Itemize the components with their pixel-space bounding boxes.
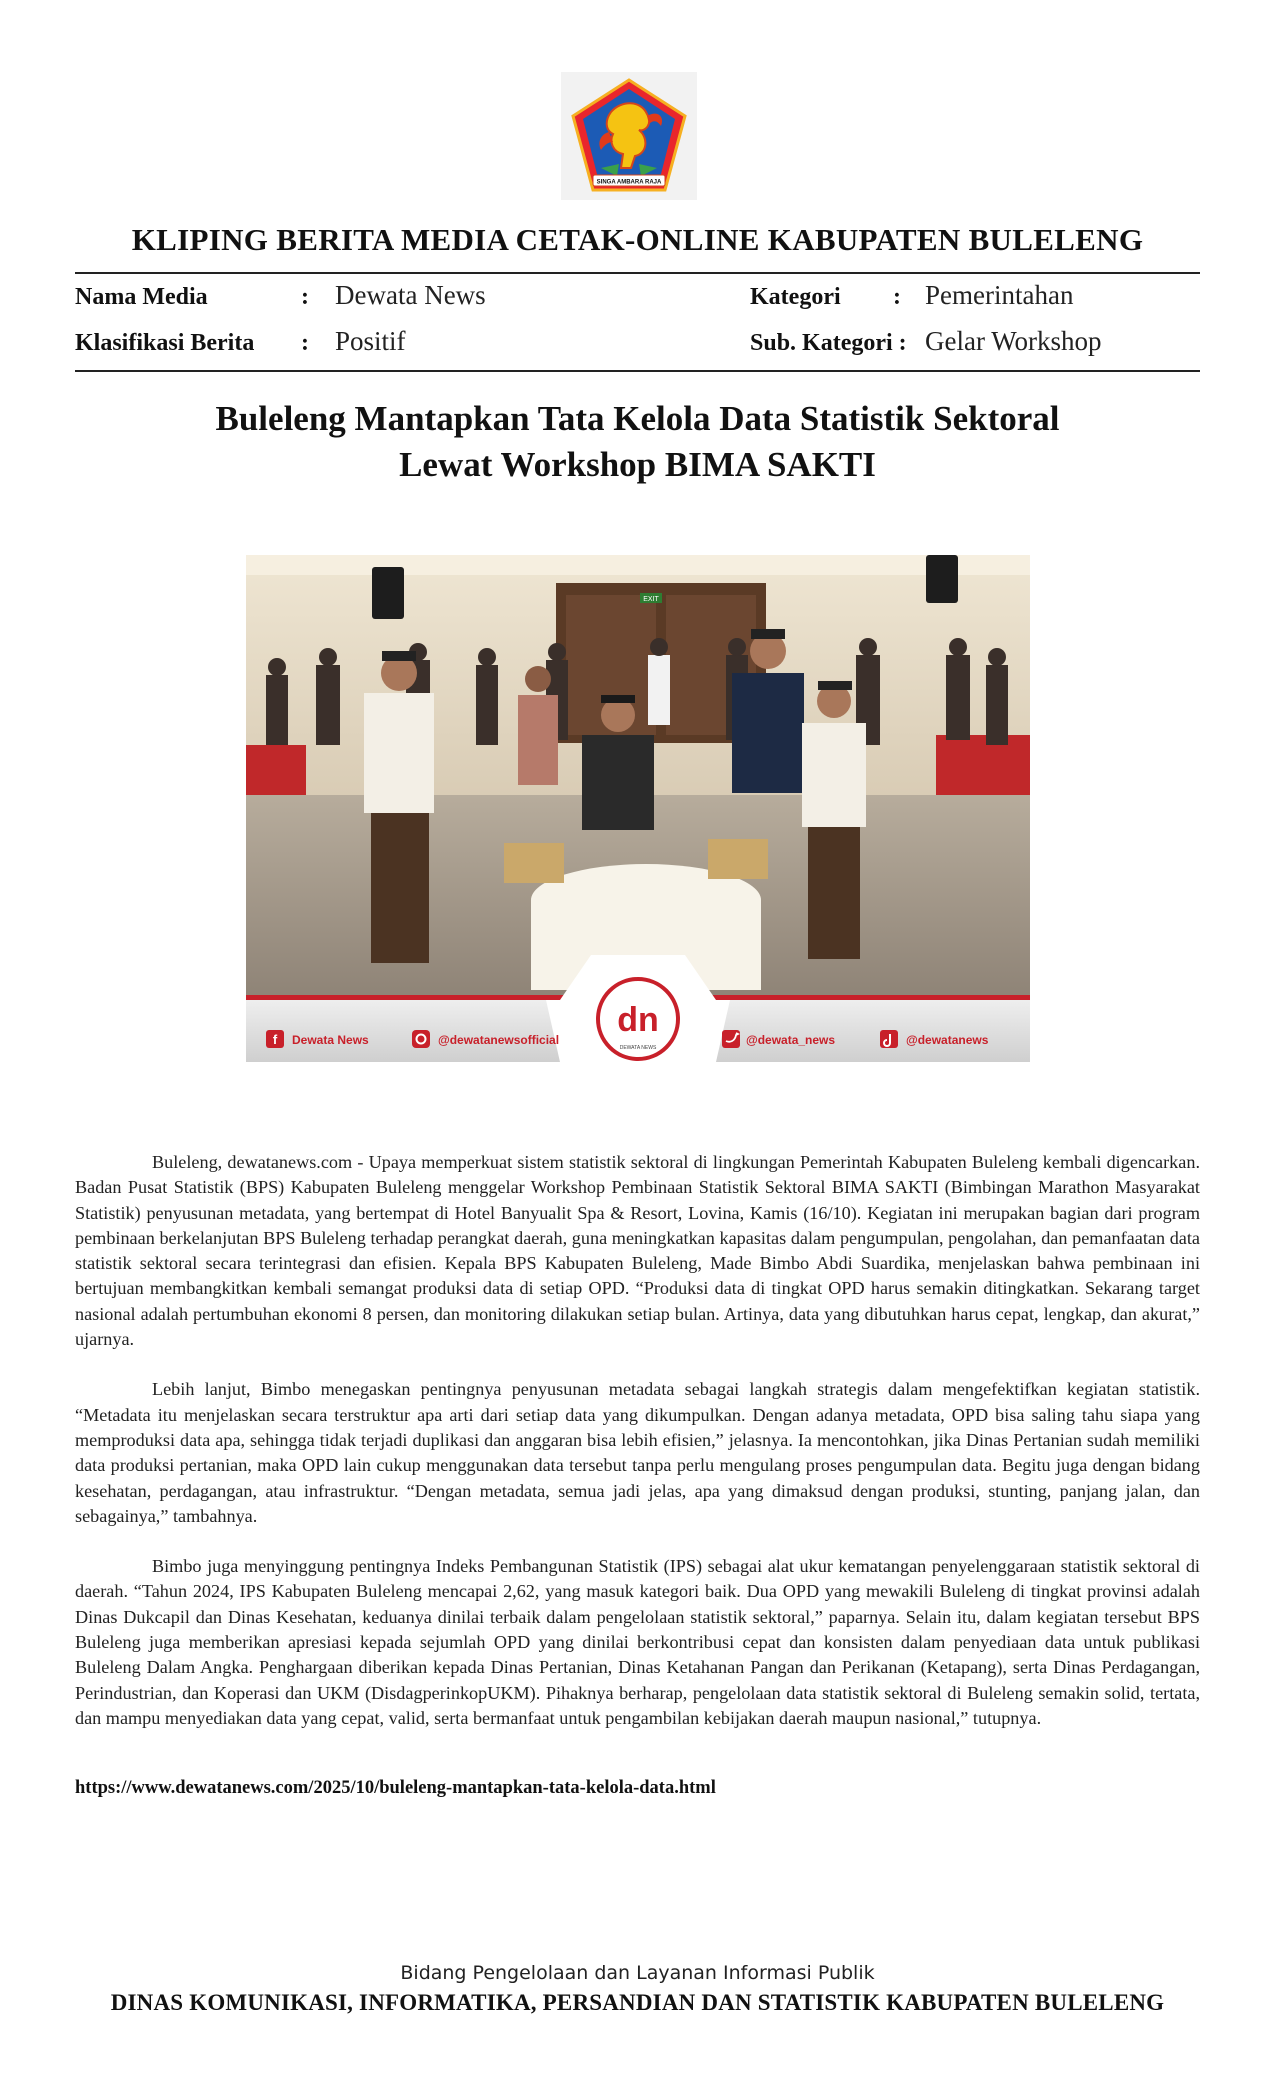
headline-line-1: Buleleng Mantapkan Tata Kelola Data Statistik Sektoral <box>215 399 1060 438</box>
subcategory-label: Sub. Kategori : <box>750 330 907 356</box>
article-paragraph: Bimbo juga menyinggung pentingnya Indeks Pembangunan Statistik (IPS) sebagai alat ukur kematangan penyelenggaraan statistik sektoral di daerah. “Tahun 2024, IPS Kabupaten Buleleng mencapai 2,62, yang masuk kategori baik. Dua OPD yang mewakili Buleleng di tingkat provinsi adalah Dinas Dukcapil dan Dinas Kesehatan, keduanya dinilai terbaik dalam pengelolaan statistik sektoral,” paparnya. Selain itu, dalam kegiatan tersebut BPS Buleleng juga memberikan apresiasi kepada sejumlah OPD yang dinilai berkontribusi cepat dan konsisten dalam penyediaan data untuk publikasi Buleleng Dalam Angka. Penghargaan diberikan kepada Dinas Pertanian, Dinas Ketahanan Pangan dan Perikanan (Ketapang), serta Dinas Perdagangan, Perindustrian, dan Koperasi dan UKM (DisdagperinkopUKM). Pihaknya berharap, pengelolaan data statistik sektoral di Buleleng semakin solid, tertata, dan mampu menyediakan data yang cepat, valid, serta bermanfaat untuk pengambilan kebijakan daerah maupun nasional,” tutupnya. <box>75 1556 1200 1728</box>
page-title: KLIPING BERITA MEDIA CETAK-ONLINE KABUPATEN BULELENG <box>131 222 1144 257</box>
category-value: Pemerintahan <box>925 280 1074 310</box>
meta-row-media <box>75 280 1200 320</box>
headline-line-2: Lewat Workshop BIMA SAKTI <box>399 445 876 484</box>
divider <box>75 272 1200 274</box>
colon: : <box>301 284 309 310</box>
article-body <box>75 1150 1200 1756</box>
svg-text:f: f <box>272 1032 278 1047</box>
footer-department: Bidang Pengelolaan dan Layanan Informasi Publik <box>400 1962 875 1984</box>
speaker <box>926 555 958 603</box>
classification-label: Klasifikasi Berita <box>75 330 255 356</box>
source-url-link[interactable]: https://www.dewatanews.com/2025/10/buleleng-mantapkan-tata-kelola-data.html <box>75 1778 716 1798</box>
article-headline <box>75 396 1200 488</box>
classification-value: Positif <box>335 326 406 356</box>
colon: : <box>893 284 901 310</box>
meta-row-classification <box>75 326 1200 366</box>
speaker <box>372 567 404 619</box>
svg-text:EXIT: EXIT <box>643 596 659 603</box>
category-label: Kategori <box>750 284 841 310</box>
footer-agency: DINAS KOMUNIKASI, INFORMATIKA, PERSANDIAN DAN STATISTIK KABUPATEN BULELENG <box>110 1990 1165 2015</box>
media-value: Dewata News <box>335 280 486 310</box>
emblem-motto: SINGA AMBARA RAJA <box>596 179 662 186</box>
social-label-instagram: @dewatanewsofficial <box>438 1033 560 1047</box>
instagram-icon <box>412 1030 430 1048</box>
article-paragraph: Lebih lanjut, Bimbo menegaskan pentingnya penyusunan metadata sebagai langkah strategis dalam mengefektifkan kegiatan statistik. “Metadata itu menjelaskan secara terstruktur apa arti dari setiap data yang dikumpulkan. Dengan adanya metadata, OPD bisa saling tahu siapa yang memproduksi data apa, sehingga tidak terjadi duplikasi dan anggaran bisa lebih efisien,” jelasnya. Ia mencontohkan, jika Dinas Pertanian sudah memiliki data produksi pertanian, maka OPD lain cukup menggunakan data tersebut tanpa perlu mengulang proses pengumpulan data. Begitu juga dengan bidang kesehatan, perdagangan, atau infrastruktur. “Dengan metadata, semua jadi jelas, apa yang dimaksud dengan produksi, stunting, panjang jalan, dan sebagainya,” tambahnya. <box>75 1379 1200 1526</box>
subcategory-value: Gelar Workshop <box>925 326 1102 356</box>
svg-text:dn: dn <box>617 1001 659 1039</box>
divider <box>75 370 1200 372</box>
buleleng-regency-emblem <box>561 72 697 200</box>
colon: : <box>301 330 309 356</box>
social-label-facebook: Dewata News <box>292 1033 369 1047</box>
svg-text:DEWATA NEWS: DEWATA NEWS <box>619 1045 657 1051</box>
social-label-tiktok: @dewatanews <box>906 1033 989 1047</box>
article-paragraph: Buleleng, dewatanews.com - Upaya memperkuat sistem statistik sektoral di lingkungan Pemerintah Kabupaten Buleleng kembali digencarkan. Badan Pusat Statistik (BPS) Kabupaten Buleleng menggelar Workshop Pembinaan Statistik Sektoral BIMA SAKTI (Bimbingan Marathon Masyarakat Statistik) penyusunan metadata, yang bertempat di Hotel Banyualit Spa & Resort, Lovina, Kamis (16/10). Kegiatan ini merupakan bagian dari program pembinaan berkelanjutan BPS Buleleng terhadap perangkat daerah, guna meningkatkan kapasitas dalam pengumpulan, pengolahan, dan pemanfaatan data statistik sektoral secara terintegrasi dan efisien. Kepala BPS Kabupaten Buleleng, Made Bimbo Abdi Suardika, menjelaskan bahwa pembinaan ini bertujuan membangkitkan kembali semangat produksi data di setiap OPD. “Produksi data di tingkat OPD harus semakin ditingkatkan. Sekarang target nasional adalah pertumbuhan ekonomi 8 persen, dan monitoring dilakukan setiap bulan. Artinya, data yang dibutuhkan harus cepat, lengkap, dan akurat,” ujarnya. <box>75 1152 1200 1350</box>
social-label-twitter: @dewata_news <box>746 1033 836 1047</box>
media-label: Nama Media <box>75 284 208 310</box>
article-photo <box>246 555 1030 1062</box>
